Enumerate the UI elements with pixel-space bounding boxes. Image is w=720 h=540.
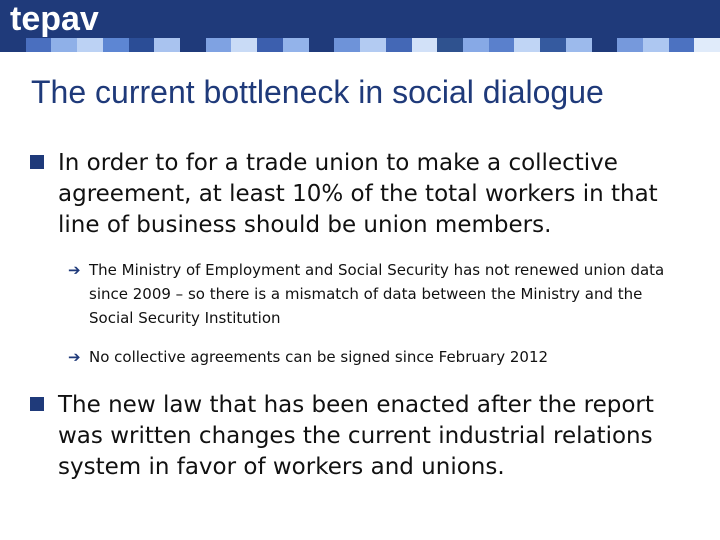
tepav-logo: tepav [10, 0, 99, 38]
decorative-tile [334, 38, 360, 52]
decorative-tile [283, 38, 309, 52]
decorative-tile [489, 38, 515, 52]
decorative-tile [617, 38, 643, 52]
decorative-tile [643, 38, 669, 52]
sub-bullet-text: No collective agreements can be signed since February 2012 [89, 348, 549, 366]
decorative-tile [694, 38, 720, 52]
arrow-right-icon: ➔ [68, 261, 81, 279]
decorative-tile [514, 38, 540, 52]
square-bullet-icon [30, 397, 44, 411]
decorative-tile [309, 38, 335, 52]
decorative-tile [386, 38, 412, 52]
decorative-tile [231, 38, 257, 52]
decorative-tile [154, 38, 180, 52]
sub-bullet-text: The Ministry of Employment and Social Security has not renewed union data since 2009 – so there is a mismatch of data between the Ministry and the Social Security Institution [89, 261, 665, 327]
decorative-tile-strip [0, 38, 720, 52]
decorative-tile [26, 38, 52, 52]
square-bullet-icon [30, 155, 44, 169]
decorative-tile [437, 38, 463, 52]
decorative-tile [360, 38, 386, 52]
decorative-tile [77, 38, 103, 52]
decorative-tile [257, 38, 283, 52]
decorative-tile [51, 38, 77, 52]
decorative-tile [206, 38, 232, 52]
decorative-tile [0, 38, 26, 52]
header-bar [0, 0, 720, 38]
decorative-tile [566, 38, 592, 52]
decorative-tile [180, 38, 206, 52]
decorative-tile [412, 38, 438, 52]
slide-title: The current bottleneck in social dialogue [31, 74, 604, 110]
arrow-right-icon: ➔ [68, 348, 81, 366]
bullet-text: In order to for a trade union to make a collective agreement, at least 10% of the total workers in that line of business should be union members. [58, 150, 658, 238]
decorative-tile [103, 38, 129, 52]
decorative-tile [540, 38, 566, 52]
bullet-text: The new law that has been enacted after the report was written changes the current industrial relations system in favor of workers and unions. [58, 392, 654, 480]
decorative-tile [129, 38, 155, 52]
decorative-tile [669, 38, 695, 52]
decorative-tile [592, 38, 618, 52]
decorative-tile [463, 38, 489, 52]
